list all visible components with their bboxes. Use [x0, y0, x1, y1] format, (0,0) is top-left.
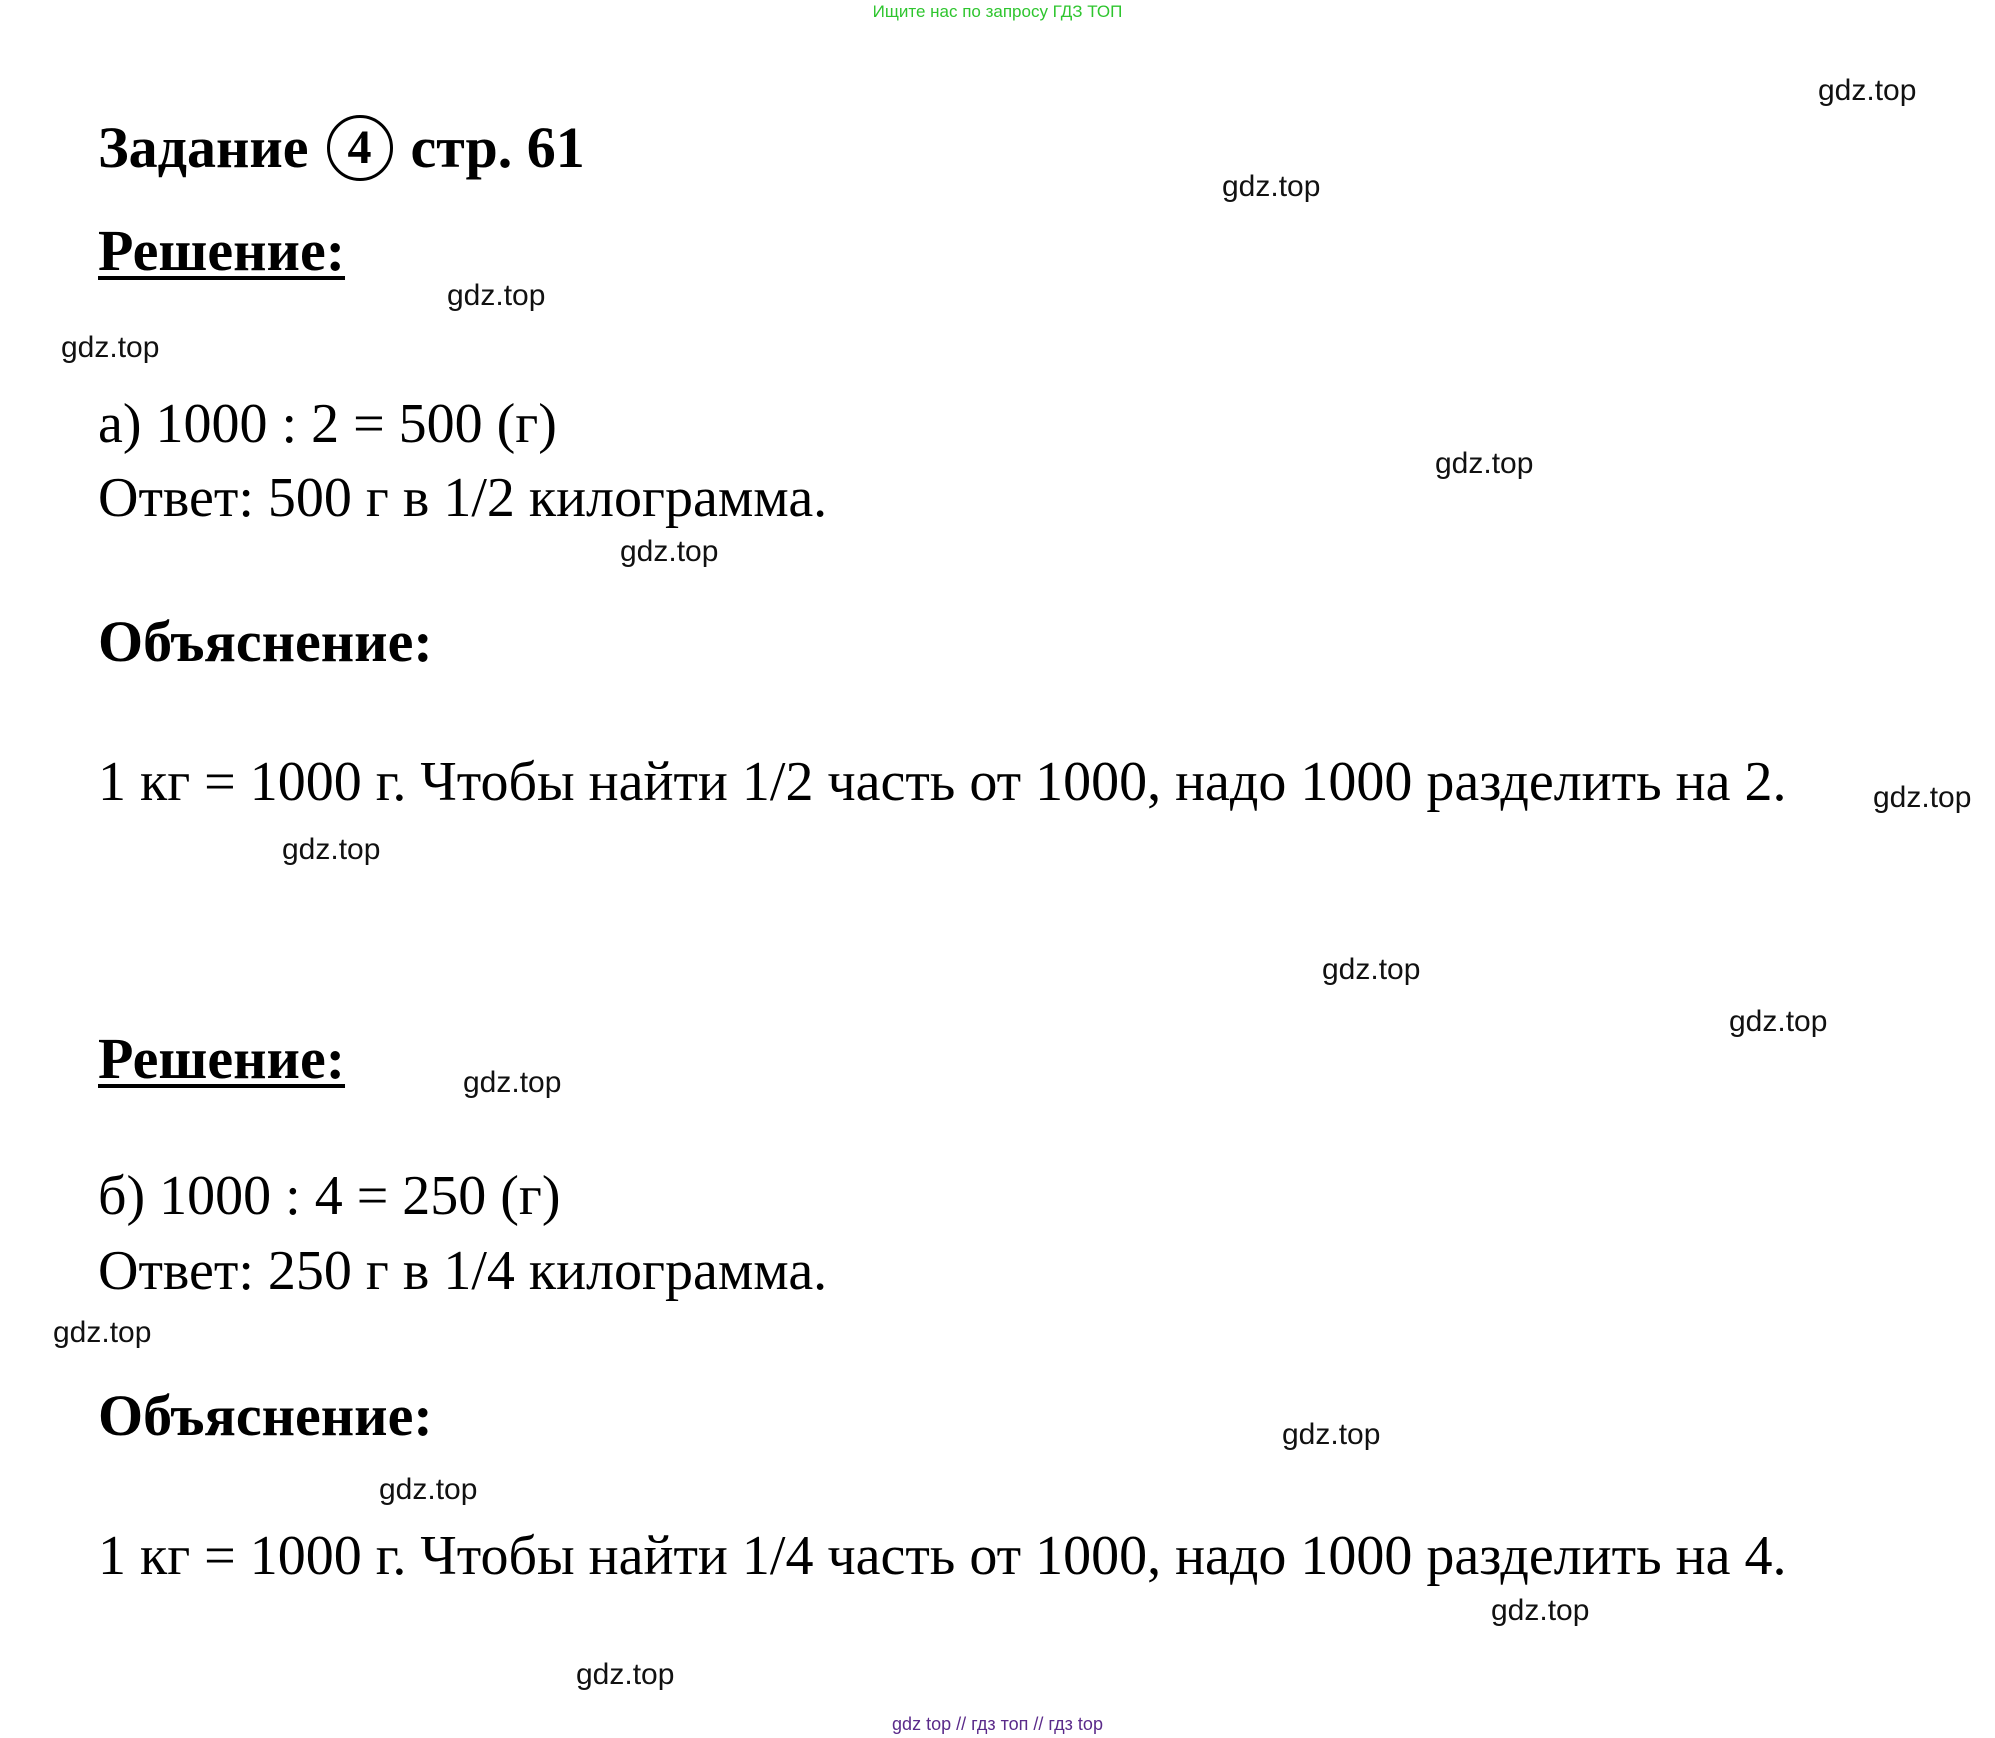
top-banner: Ищите нас по запросу ГДЗ ТОП: [872, 2, 1123, 21]
solution-heading-b: Решение:: [98, 1026, 346, 1091]
answer-b: Ответ: 250 г в 1/4 килограмма.: [98, 1240, 828, 1302]
answer-a: Ответ: 500 г в 1/2 килограмма.: [98, 467, 828, 529]
watermark: gdz.top: [463, 1066, 562, 1099]
watermark: gdz.top: [1491, 1594, 1590, 1627]
watermark: gdz.top: [53, 1316, 152, 1349]
explanation-heading-a: Объяснение:: [98, 609, 433, 674]
equation-b: б) 1000 : 4 = 250 (г): [98, 1165, 561, 1227]
watermark: gdz.top: [576, 1658, 675, 1691]
explanation-text-a: 1 кг = 1000 г. Чтобы найти 1/2 часть от 1000, надо 1000 разделить на 2.: [98, 751, 1787, 813]
watermark: gdz.top: [1222, 170, 1321, 203]
task-number-circle: 4: [327, 115, 393, 181]
watermark: gdz.top: [282, 833, 381, 866]
footer-links: gdz top // гдз топ // гдз top: [892, 1714, 1103, 1734]
task-title: [98, 115, 585, 181]
watermark: gdz.top: [447, 279, 546, 312]
watermark: gdz.top: [379, 1473, 478, 1506]
solution-heading-a: Решение:: [98, 218, 346, 283]
watermark: gdz.top: [61, 331, 160, 364]
explanation-heading-b: Объяснение:: [98, 1383, 433, 1448]
task-page: стр. 61: [410, 115, 585, 180]
watermark: gdz.top: [1435, 447, 1534, 480]
equation-a: а) 1000 : 2 = 500 (г): [98, 393, 557, 455]
watermark: gdz.top: [620, 535, 719, 568]
watermark: gdz.top: [1873, 781, 1972, 814]
watermark: gdz.top: [1282, 1418, 1381, 1451]
task-word: Задание: [98, 115, 309, 180]
watermark: gdz.top: [1322, 953, 1421, 986]
watermark: gdz.top: [1818, 74, 1917, 107]
explanation-text-b: 1 кг = 1000 г. Чтобы найти 1/4 часть от 1000, надо 1000 разделить на 4.: [98, 1525, 1787, 1587]
watermark: gdz.top: [1729, 1005, 1828, 1038]
